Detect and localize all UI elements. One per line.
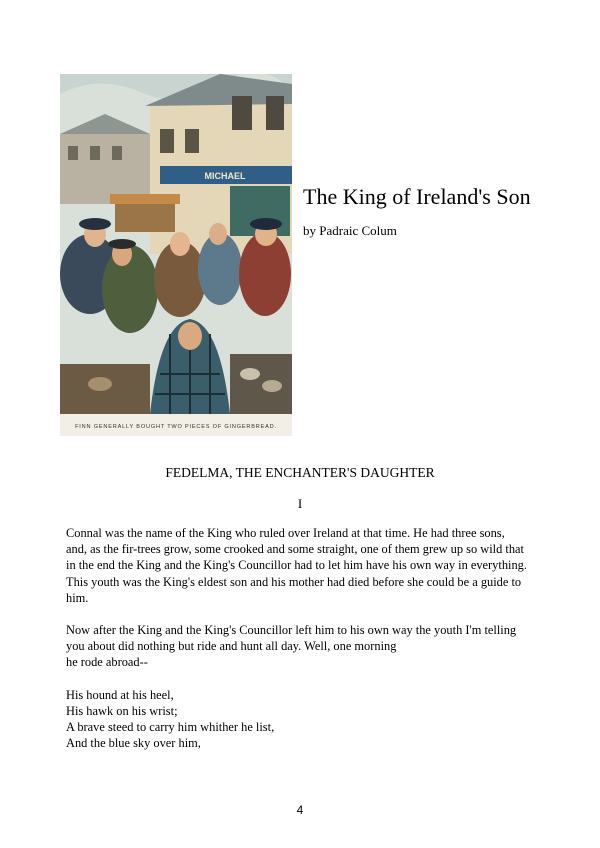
page-number: 4 xyxy=(296,803,304,817)
paragraph-line: and, as the fir-trees grow, some crooked and some straight, one of them grew up so wild that xyxy=(66,542,524,557)
paragraph-line: This youth was the King's eldest son and his mother had died before she could be a guide to xyxy=(66,574,522,589)
verse-line: His hound at his heel, xyxy=(66,687,174,702)
frontispiece-illustration xyxy=(60,74,292,436)
paragraph-line: you about did nothing but ride and hunt all day. Well, one morning xyxy=(66,639,397,654)
paragraph-line: Now after the King and the King's Councillor left him to his own way the youth I'm telling xyxy=(66,623,517,638)
verse-line: His hawk on his wrist; xyxy=(66,703,178,718)
chapter-title: FEDELMA, THE ENCHANTER'S DAUGHTER xyxy=(165,465,435,480)
paragraph-line: in the end the King and the King's Councillor had to let him have his own way in everything. xyxy=(66,558,527,573)
verse-line: A brave steed to carry him whither he list, xyxy=(66,720,275,735)
market-scene-image xyxy=(60,74,292,414)
paragraph-line: he rode abroad-- xyxy=(66,655,148,670)
shop-sign: MICHAEL xyxy=(204,171,246,181)
verse xyxy=(66,687,546,752)
illustration-caption: FINN GENERALLY BOUGHT TWO PIECES OF GINGERBREAD. xyxy=(75,424,277,430)
book-author: by Padraic Colum xyxy=(303,223,397,238)
chapter-number: I xyxy=(297,496,303,511)
paragraph-1 xyxy=(66,525,546,606)
paragraph-line: Connal was the name of the King who ruled over Ireland at that time. He had three sons, xyxy=(66,526,505,540)
chapter-body xyxy=(66,525,546,751)
paragraph-line: him. xyxy=(66,590,89,605)
paragraph-2 xyxy=(66,622,546,671)
verse-line: And the blue sky over him, xyxy=(66,736,201,751)
book-title: The King of Ireland's Son xyxy=(303,184,531,209)
